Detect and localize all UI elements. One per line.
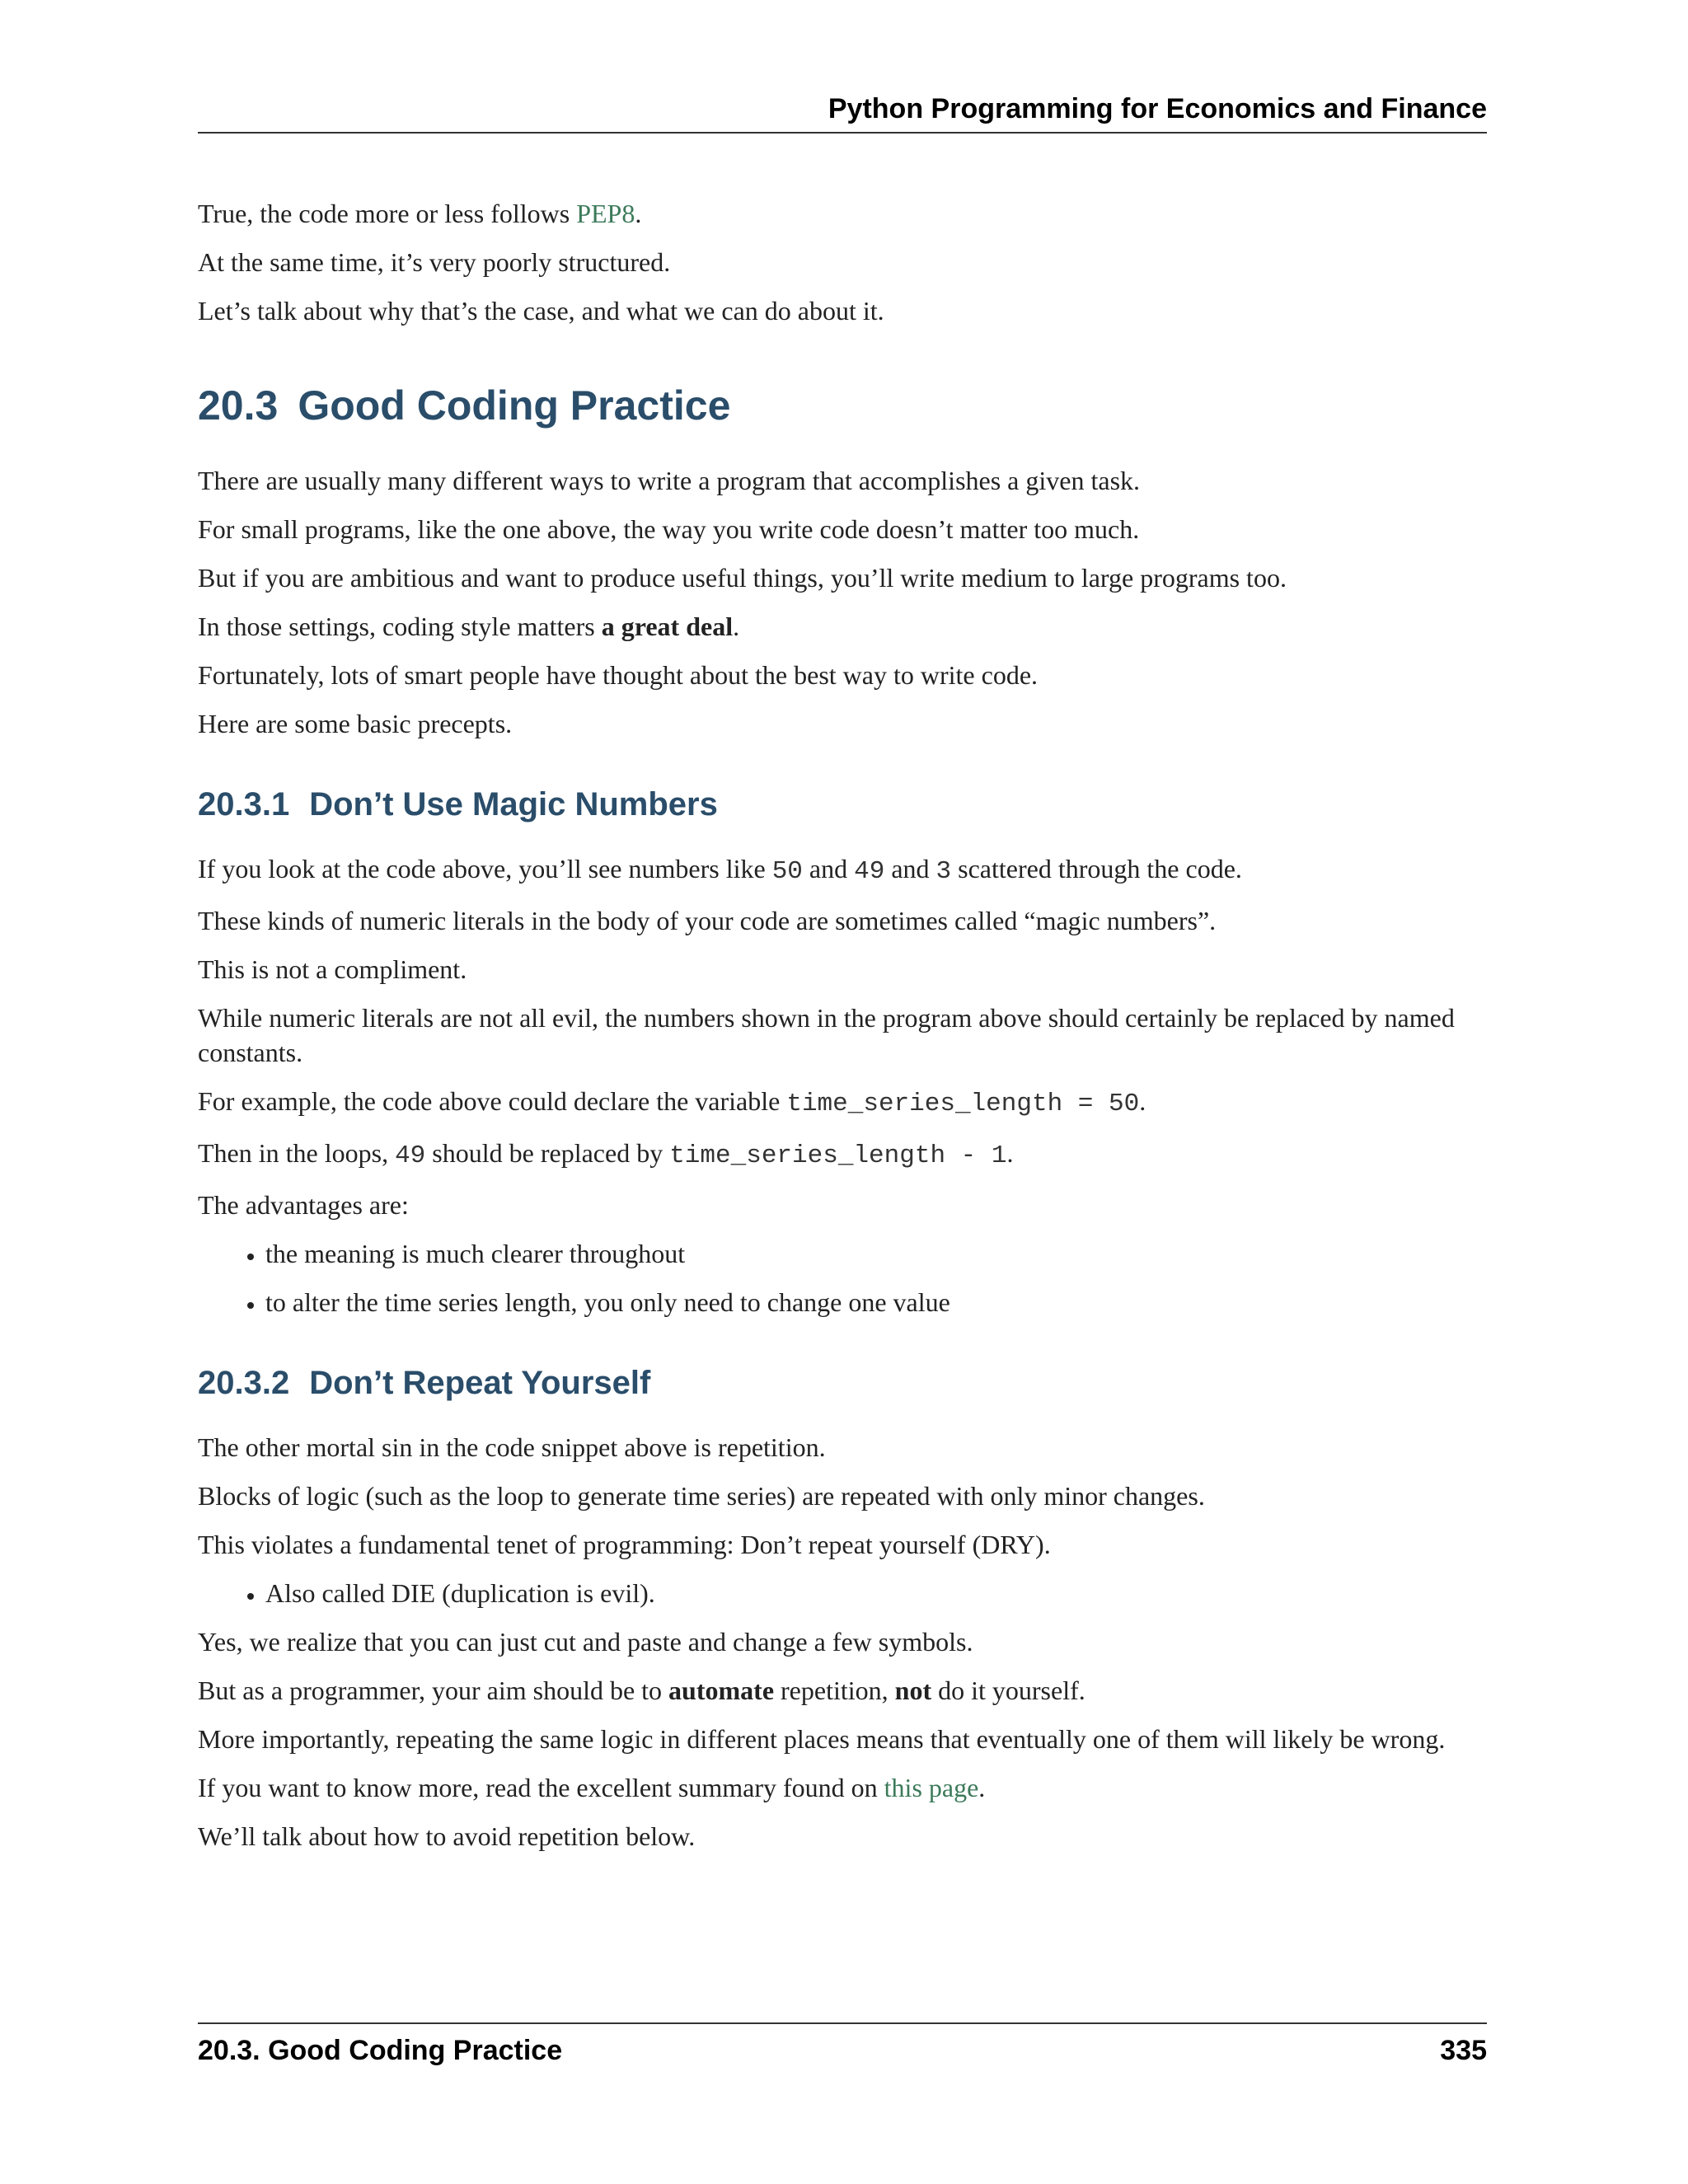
inline-code: 49: [395, 1141, 426, 1170]
inline-code: time_series_length = 50: [786, 1090, 1140, 1118]
bold-text: automate: [668, 1675, 775, 1705]
paragraph: These kinds of numeric literals in the body of your code are sometimes called “magic numbers”.: [198, 906, 1217, 935]
inline-code: 50: [771, 857, 803, 886]
inline-code: time_series_length - 1: [669, 1141, 1007, 1170]
paragraph: But if you are ambitious and want to produce useful things, you’ll write medium to large programs too.: [198, 563, 1287, 593]
inline-code: 49: [854, 857, 885, 886]
subsection-title: Don’t Repeat Yourself: [309, 1365, 651, 1401]
book-title: Python Programming for Economics and Finance: [828, 93, 1487, 124]
paragraph: Then in the loops, 49 should be replaced by time_series_length - 1.: [198, 1138, 1014, 1170]
footer-section-label: 20.3. Good Coding Practice: [198, 2035, 563, 2066]
bullet-list: [198, 1236, 1487, 1319]
paragraph: At the same time, it’s very poorly structured.: [198, 247, 671, 277]
subsection-number: 20.3.1: [198, 786, 290, 823]
this-page-link[interactable]: this page: [884, 1773, 979, 1802]
section-number: 20.3: [198, 382, 279, 429]
paragraph: More importantly, repeating the same logic in different places means that eventually one of them will likely be wrong.: [198, 1724, 1446, 1754]
paragraph: Here are some basic precepts.: [198, 709, 513, 738]
paragraph: We’ll talk about how to avoid repetition below.: [198, 1821, 696, 1851]
subsection-number: 20.3.2: [198, 1365, 290, 1401]
paragraph: True, the code more or less follows PEP8.: [198, 199, 642, 228]
paragraph: Let’s talk about why that’s the case, and what we can do about it.: [198, 296, 884, 326]
paragraph: Yes, we realize that you can just cut and paste and change a few symbols.: [198, 1627, 973, 1657]
paragraph: Fortunately, lots of smart people have thought about the best way to write code.: [198, 660, 1039, 690]
paragraph: While numeric literals are not all evil, the numbers shown in the program above should certainly be replaced by named constants.: [198, 1003, 1455, 1067]
bold-text: a great deal: [601, 612, 734, 641]
paragraph: In those settings, coding style matters a great deal.: [198, 612, 740, 641]
subsection-heading: [198, 784, 1487, 825]
section-title: Good Coding Practice: [298, 382, 731, 429]
paragraph: For example, the code above could declare the variable time_series_length = 50.: [198, 1086, 1146, 1118]
running-footer: [198, 2022, 1487, 2069]
bold-text: not: [894, 1675, 932, 1705]
list-item: • to alter the time series length, you only need to change one value: [265, 1285, 1487, 1319]
paragraph: The other mortal sin in the code snippet above is repetition.: [198, 1432, 826, 1462]
subsection-heading: [198, 1362, 1487, 1404]
inline-code: 3: [935, 857, 952, 886]
list-item: • the meaning is much clearer throughout: [265, 1236, 1487, 1271]
page-number: 335: [1440, 2035, 1487, 2066]
section-heading: [198, 381, 1487, 430]
paragraph: Blocks of logic (such as the loop to generate time series) are repeated with only minor changes.: [198, 1481, 1205, 1511]
paragraph: This is not a compliment.: [198, 954, 467, 984]
pep8-link[interactable]: PEP8: [576, 199, 635, 228]
paragraph: The advantages are:: [198, 1190, 409, 1220]
paragraph: There are usually many different ways to write a program that accomplishes a given task.: [198, 466, 1141, 495]
running-header: [198, 91, 1487, 134]
list-item: • Also called DIE (duplication is evil).: [265, 1576, 1487, 1610]
subsection-title: Don’t Use Magic Numbers: [309, 786, 718, 823]
bullet-list: [198, 1576, 1487, 1610]
page-content: [198, 196, 1487, 1868]
paragraph: But as a programmer, your aim should be to automate repetition, not do it yourself.: [198, 1675, 1085, 1705]
paragraph: If you want to know more, read the excellent summary found on this page.: [198, 1773, 986, 1802]
paragraph: For small programs, like the one above, the way you write code doesn’t matter too much.: [198, 514, 1140, 544]
paragraph: If you look at the code above, you’ll see numbers like 50 and 49 and 3 scattered through the code.: [198, 854, 1242, 886]
paragraph: This violates a fundamental tenet of programming: Don’t repeat yourself (DRY).: [198, 1530, 1051, 1559]
